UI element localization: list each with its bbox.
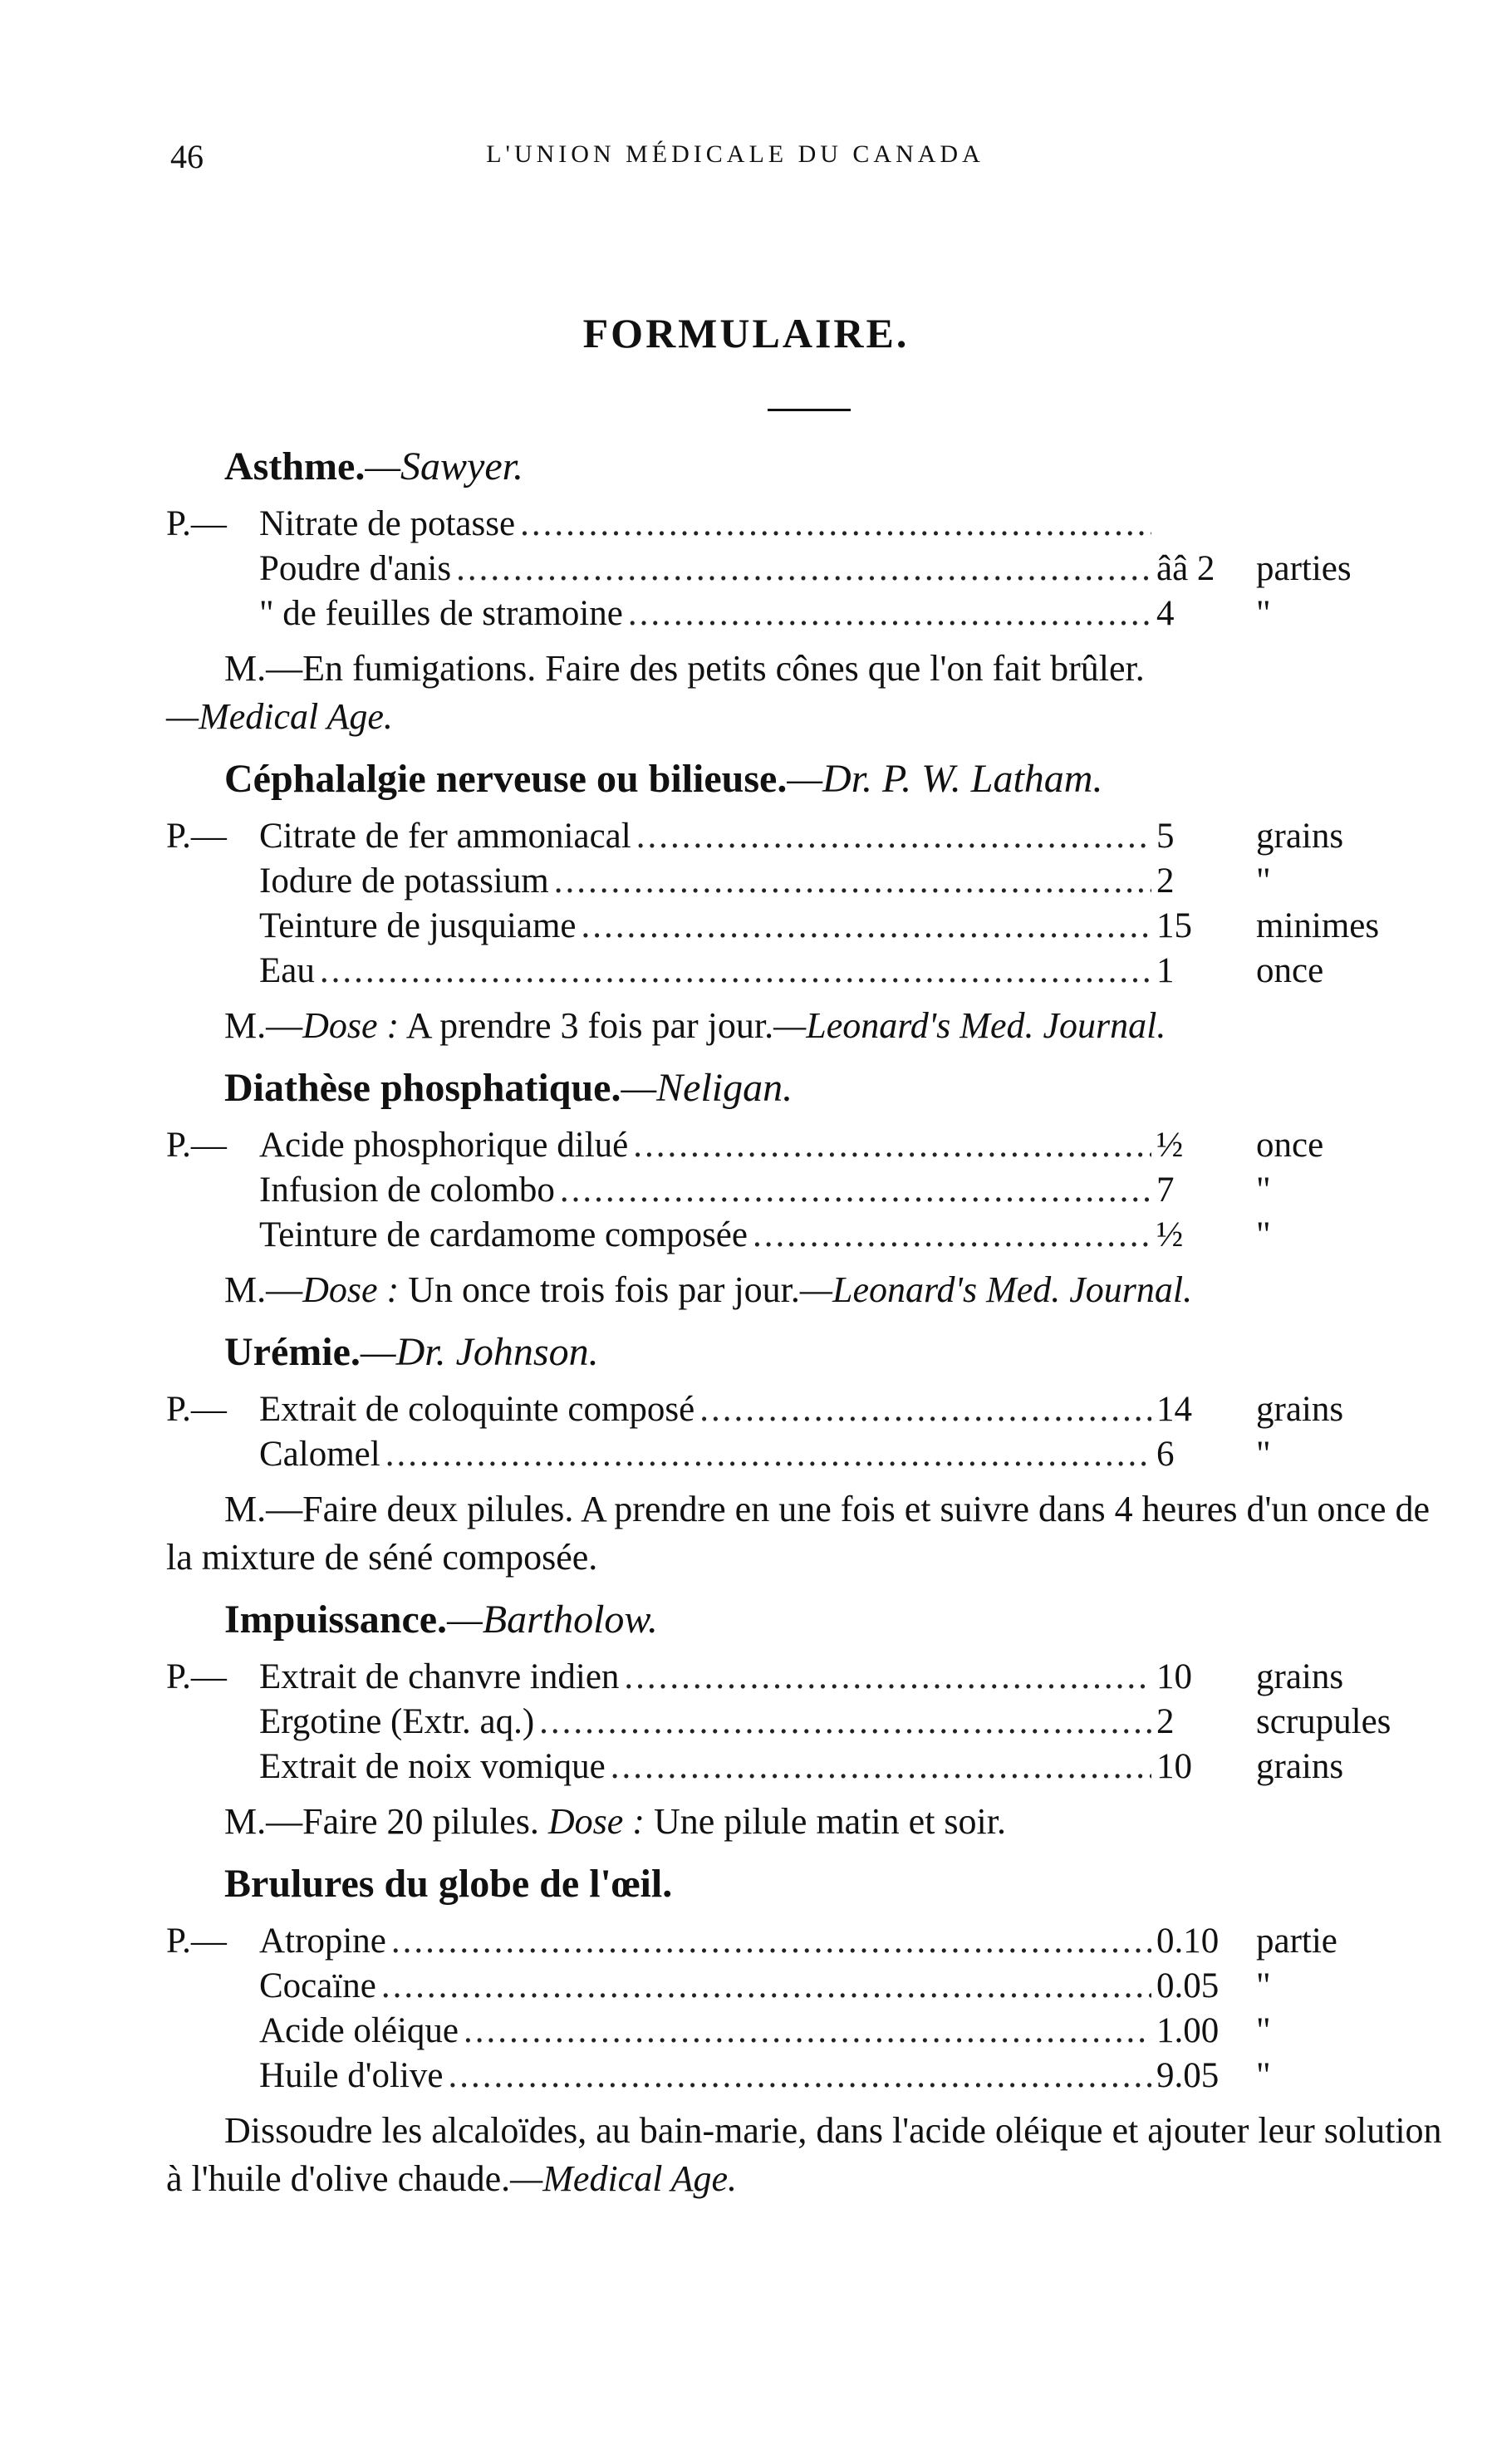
ingredient-name: Iodure de potassium (259, 861, 549, 901)
ingredient-row (166, 949, 1454, 994)
recipe-heading (166, 1858, 1454, 1911)
ingredient-row (166, 547, 1454, 591)
ingredient-name: Huile d'olive (259, 2056, 444, 2095)
ingredient-name: Calomel (259, 1435, 380, 1474)
ingredient-unit: " (1256, 861, 1271, 901)
recipe-author: —Bartholow. (447, 1598, 658, 1642)
ingredient-quantity (1156, 591, 1406, 636)
method-text: M.—En fumigations. Faire des petits cônes que l'on fait brûler. (224, 648, 1145, 689)
method-source: —Leonard's Med. Journal. (799, 1269, 1193, 1310)
ingredient-quantity (1156, 814, 1406, 859)
dose-instruction: Une pilule matin et soir. (644, 1801, 1006, 1842)
dot-leader (449, 2054, 1151, 2098)
recipe-method (166, 1798, 1454, 1846)
ingredient-row (166, 1213, 1454, 1258)
recipe-name: Urémie. (224, 1330, 361, 1374)
ingredient-unit: " (1256, 1966, 1271, 2005)
ingredient-name: Teinture de cardamome composée (259, 1215, 748, 1254)
ingredient-name: " de feuilles de stramoine (259, 594, 623, 633)
ingredient-row (166, 1655, 1454, 1700)
ingredient-unit: grains (1256, 1657, 1344, 1696)
recipe (166, 753, 1454, 1050)
running-head (158, 137, 1313, 179)
recipe-heading (166, 1326, 1454, 1379)
recipe-author: —Sawyer. (365, 444, 523, 488)
ingredient-unit: parties (1256, 549, 1352, 588)
ingredient-quantity (1156, 1432, 1406, 1477)
ingredient-name: Atropine (259, 1922, 386, 1961)
ingredient-unit: grains (1256, 1747, 1344, 1786)
recipe-author: —Dr. Johnson. (360, 1330, 599, 1374)
ingredient-unit: " (1256, 594, 1271, 633)
ingredient-quantity (1156, 1655, 1406, 1700)
page-number: 46 (170, 138, 204, 175)
journal-title: L'UNION MÉDICALE DU CANADA (486, 140, 984, 168)
ingredient-amount: 10 (1156, 1657, 1192, 1696)
prescription-prefix: P.— (166, 1657, 227, 1696)
ingredient-row (166, 814, 1454, 859)
prescription-prefix: P.— (166, 1126, 227, 1165)
dose-instruction: A prendre 3 fois par jour. (399, 1005, 774, 1046)
method-source: —Medical Age. (510, 2158, 738, 2199)
prescription-prefix: P.— (166, 504, 227, 543)
recipe-name: Céphalalgie nerveuse ou bilieuse. (224, 757, 788, 801)
recipe (166, 1062, 1454, 1314)
dot-leader (320, 949, 1151, 994)
recipe-method (166, 1485, 1454, 1582)
recipe-method (166, 2107, 1454, 2203)
ingredient-row (166, 859, 1454, 904)
prescription-prefix: P.— (166, 817, 227, 856)
dose-label: Dose : (302, 1005, 400, 1046)
ingredient-unit: once (1256, 951, 1324, 990)
dot-leader (636, 814, 1151, 859)
ingredient-row (166, 1745, 1454, 1789)
ingredient-quantity (1156, 1919, 1406, 1964)
ingredient-unit: partie (1256, 1922, 1337, 1961)
ingredient-name: Eau (259, 951, 315, 990)
recipe (166, 1858, 1454, 2203)
ingredient-amount: 4 (1156, 594, 1175, 633)
ingredient-quantity (1156, 1964, 1406, 2009)
dot-leader (539, 1700, 1151, 1745)
recipe-author: —Dr. P. W. Latham. (787, 757, 1103, 801)
dot-leader (611, 1745, 1151, 1789)
recipe (166, 1593, 1454, 1846)
method-text: M.—Faire deux pilules. A prendre en une fois et suivre dans 4 heures d'un once de la mixture de séné composée. (166, 1489, 1431, 1578)
ingredient-amount: ½ (1156, 1126, 1184, 1165)
method-text: M.— (224, 1005, 303, 1046)
dot-leader (581, 904, 1151, 949)
ingredient-amount: 2 (1156, 861, 1175, 901)
method-text: Dissoudre les alcaloïdes, au bain-marie, dans l'acide oléique et ajouter leur solution à l'huile d'olive chaude. (166, 2110, 1442, 2199)
recipe-heading (166, 440, 1454, 493)
dot-leader (633, 1123, 1151, 1168)
ingredient-amount: ââ 2 (1156, 549, 1215, 588)
ingredient-unit: " (1256, 1435, 1271, 1474)
dose-instruction: Un once trois fois par jour. (399, 1269, 800, 1310)
ingredient-amount: 7 (1156, 1171, 1175, 1210)
ingredient-name: Infusion de colombo (259, 1171, 555, 1210)
dot-leader (554, 859, 1151, 904)
ingredient-amount: 10 (1156, 1747, 1192, 1786)
recipe-name: Asthme. (224, 444, 366, 488)
ingredient-name: Acide phosphorique dilué (259, 1126, 629, 1165)
ingredient-quantity (1156, 1168, 1406, 1213)
recipe-heading (166, 753, 1454, 806)
ingredient-unit: " (1256, 2056, 1271, 2095)
ingredient-row (166, 502, 1454, 547)
ingredient-quantity (1156, 1213, 1406, 1258)
dot-leader (381, 1964, 1151, 2009)
recipe-method (166, 1266, 1454, 1314)
dose-label: Dose : (547, 1801, 645, 1842)
ingredient-unit: minimes (1256, 906, 1380, 945)
ingredient-amount: 15 (1156, 906, 1192, 945)
prescription-prefix: P.— (166, 1390, 227, 1429)
ingredient-row (166, 1700, 1454, 1745)
ingredient-row (166, 591, 1454, 636)
recipe-heading (166, 1062, 1454, 1115)
ingredient-row (166, 2009, 1454, 2054)
ingredient-amount: 14 (1156, 1390, 1192, 1429)
ingredient-name: Acide oléique (259, 2011, 459, 2050)
ingredient-quantity (1156, 859, 1406, 904)
ingredient-row (166, 1387, 1454, 1432)
method-text: M.— (224, 1269, 303, 1310)
dot-leader (464, 2009, 1151, 2054)
recipe (166, 440, 1454, 741)
ingredient-quantity (1156, 1700, 1406, 1745)
ingredient-unit: " (1256, 1171, 1271, 1210)
dose-label: Dose : (302, 1269, 400, 1310)
ingredient-quantity (1156, 1123, 1406, 1168)
ingredient-amount: ½ (1156, 1215, 1184, 1254)
dot-leader (753, 1213, 1151, 1258)
method-source: —Leonard's Med. Journal. (773, 1005, 1166, 1046)
ingredient-name: Ergotine (Extr. aq.) (259, 1702, 535, 1741)
ingredient-quantity (1156, 949, 1406, 994)
ingredient-quantity (1156, 502, 1406, 547)
ingredient-name: Extrait de chanvre indien (259, 1657, 620, 1696)
ingredient-row (166, 1432, 1454, 1477)
ingredient-unit: scrupules (1256, 1702, 1391, 1741)
recipe-heading (166, 1593, 1454, 1647)
ingredient-name: Extrait de noix vomique (259, 1747, 606, 1786)
method-source: —Medical Age. (166, 696, 393, 737)
section-title: FORMULAIRE. (582, 310, 910, 356)
recipe-name: Impuissance. (224, 1598, 448, 1642)
ingredient-row (166, 2054, 1454, 2098)
ingredient-amount: 9.05 (1156, 2056, 1220, 2095)
dot-leader (520, 502, 1151, 547)
method-text: M.—Faire 20 pilules. (224, 1801, 548, 1842)
ingredient-name: Extrait de coloquinte composé (259, 1390, 695, 1429)
ingredient-amount: 0.05 (1156, 1966, 1220, 2005)
ingredient-row (166, 904, 1454, 949)
ingredient-quantity (1156, 2054, 1406, 2098)
recipe (166, 1326, 1454, 1582)
ingredient-name: Teinture de jusquiame (259, 906, 577, 945)
ingredient-quantity (1156, 904, 1406, 949)
ingredient-row (166, 1964, 1454, 2009)
ingredient-unit: " (1256, 1215, 1271, 1254)
ingredient-name: Nitrate de potasse (259, 504, 516, 543)
ingredient-row (166, 1919, 1454, 1964)
ingredient-name: Citrate de fer ammoniacal (259, 817, 631, 856)
ingredient-row (166, 1123, 1454, 1168)
dot-leader (560, 1168, 1151, 1213)
ingredient-amount: 2 (1156, 1702, 1175, 1741)
ingredient-amount: 6 (1156, 1435, 1175, 1474)
ingredient-unit: grains (1256, 817, 1344, 856)
prescription-prefix: P.— (166, 1922, 227, 1961)
ingredient-unit: grains (1256, 1390, 1344, 1429)
ingredient-amount: 5 (1156, 817, 1175, 856)
ingredient-quantity (1156, 1387, 1406, 1432)
dot-leader (624, 1655, 1151, 1700)
ingredient-name: Cocaïne (259, 1966, 376, 2005)
ingredient-unit: " (1256, 2011, 1271, 2050)
recipe-author: —Neligan. (621, 1066, 793, 1110)
ingredient-amount: 0.10 (1156, 1922, 1220, 1961)
title-rule (768, 409, 851, 411)
recipe-name: Diathèse phosphatique. (224, 1066, 621, 1110)
ingredient-quantity (1156, 2009, 1406, 2054)
dot-leader (628, 591, 1151, 636)
ingredient-amount: 1 (1156, 951, 1175, 990)
recipe-method (166, 645, 1454, 741)
ingredient-amount: 1.00 (1156, 2011, 1220, 2050)
recipe-method (166, 1002, 1454, 1050)
ingredient-name: Poudre d'anis (259, 549, 452, 588)
ingredient-quantity (1156, 547, 1406, 591)
dot-leader (385, 1432, 1151, 1477)
ingredient-row (166, 1168, 1454, 1213)
recipe-list (166, 440, 1454, 2215)
ingredient-unit: once (1256, 1126, 1324, 1165)
dot-leader (699, 1387, 1151, 1432)
ingredient-quantity (1156, 1745, 1406, 1789)
recipe-name: Brulures du globe de l'œil. (224, 1862, 673, 1906)
dot-leader (456, 547, 1151, 591)
dot-leader (391, 1919, 1151, 1964)
